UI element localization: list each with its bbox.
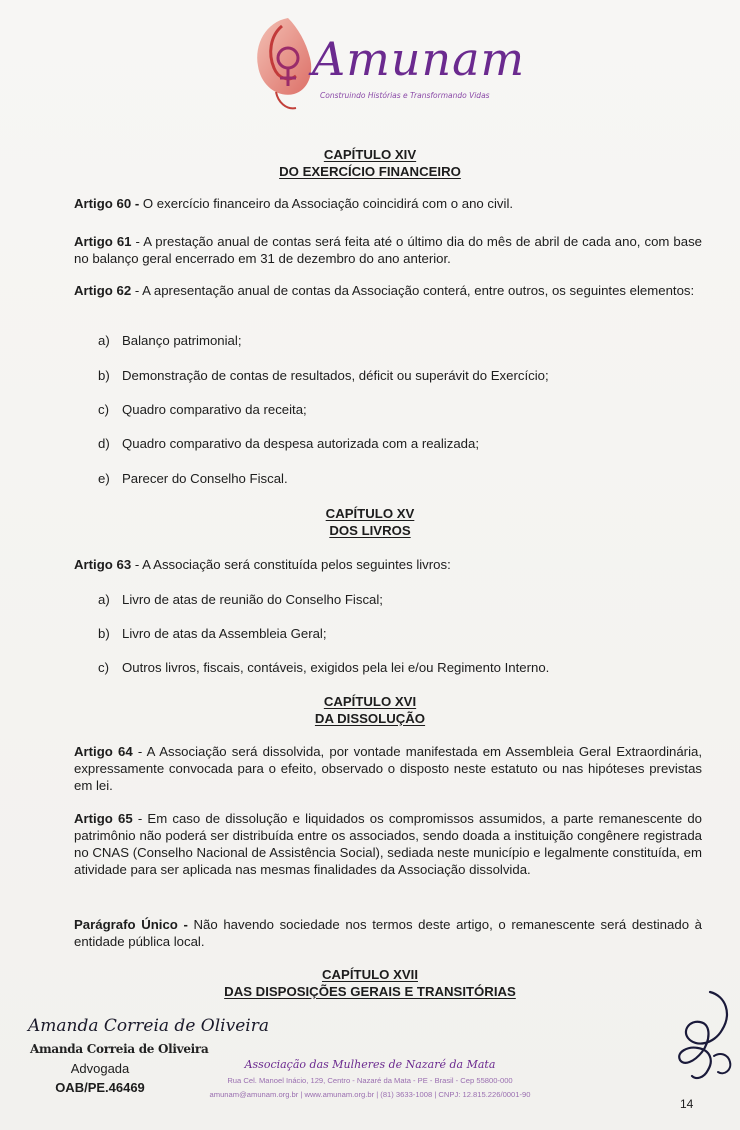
list-letter: a) (98, 592, 110, 607)
handwritten-signature: Amanda Correia de Oliveira (28, 1016, 269, 1036)
article-label: Artigo 65 (74, 811, 133, 826)
article-label: Artigo 61 (74, 234, 132, 249)
chapter-title: DOS LIVROS (329, 523, 411, 538)
chapter-heading-xv (0, 505, 740, 539)
amunam-emblem-icon (248, 14, 318, 114)
list-item (98, 659, 698, 676)
list-item (98, 401, 698, 418)
chapter-heading-xiv (0, 146, 740, 180)
page-number: 14 (680, 1097, 694, 1111)
chapter-number: CAPÍTULO XVI (323, 694, 417, 709)
chapter-heading-xvi (0, 693, 740, 727)
list-item (98, 625, 698, 642)
article-label: Artigo 60 - (74, 196, 140, 211)
list-item (98, 591, 698, 608)
article-text: O exercício financeiro da Associação coincidirá com o ano civil. (139, 196, 514, 211)
article-text: - A prestação anual de contas será feita até o último dia do mês de abril de cada ano, com base no balanço geral encerrado em 31 de dezembro do ano anterior. (74, 234, 702, 266)
list-text: Quadro comparativo da receita; (122, 402, 307, 417)
article-61 (74, 233, 702, 267)
list-text: Demonstração de contas de resultados, déficit ou superávit do Exercício; (122, 368, 549, 383)
article-text: - A apresentação anual de contas da Associação conterá, entre outros, os seguintes elementos: (131, 283, 695, 298)
chapter-number: CAPÍTULO XIV (323, 147, 417, 162)
list-letter: d) (98, 436, 110, 451)
list-letter: a) (98, 333, 110, 348)
article-label: Parágrafo Único - (74, 917, 188, 932)
article-label: Artigo 64 (74, 744, 133, 759)
logo-wordmark: Amunam (312, 32, 526, 86)
list-item (98, 470, 698, 487)
footer-address: Rua Cel. Manoel Inácio, 129, Centro - Nazaré da Mata - PE - Brasil - Cep 55800-000 (227, 1076, 513, 1085)
article-text: Não havendo sociedade nos termos deste artigo, o remanescente será destinado à entidade pública local. (74, 917, 702, 949)
article-62 (74, 282, 702, 299)
stamp-name: Amanda Correia de Oliveira (30, 1042, 209, 1056)
list-letter: b) (98, 626, 110, 641)
article-65 (74, 810, 702, 878)
article-label: Artigo 63 (74, 557, 132, 572)
list-letter: c) (98, 660, 109, 675)
footer-contacts: amunam@amunam.org.br | www.amunam.org.br | (81) 3633-1008 | CNPJ: 12.815.226/0001-90 (209, 1090, 531, 1099)
amunam-logo (248, 14, 526, 114)
chapter-title: DA DISSOLUÇÃO (314, 711, 426, 726)
list-item (98, 367, 698, 384)
chapter-title: DAS DISPOSIÇÕES GERAIS E TRANSITÓRIAS (224, 984, 516, 999)
lawyer-role: Advogada (70, 1061, 130, 1076)
chapter-number: CAPÍTULO XVII (322, 967, 418, 982)
list-letter: b) (98, 368, 110, 383)
list-text: Balanço patrimonial; (122, 333, 242, 348)
list-text: Outros livros, fiscais, contáveis, exigidos pela lei e/ou Regimento Interno. (122, 660, 550, 675)
list-item (98, 332, 698, 349)
list-text: Parecer do Conselho Fiscal. (122, 471, 288, 486)
list-item (98, 435, 698, 452)
article-60 (74, 195, 702, 212)
lawyer-stamp (0, 1060, 200, 1096)
rubric-signature-icon (666, 986, 740, 1090)
logo-tagline: Construindo Histórias e Transformando Vidas (320, 91, 490, 100)
chapter-title: DO EXERCÍCIO FINANCEIRO (279, 164, 461, 179)
article-64 (74, 743, 702, 794)
article-text: - A Associação será constituída pelos seguintes livros: (131, 557, 451, 572)
list-text: Livro de atas da Assembleia Geral; (122, 626, 327, 641)
list-text: Livro de atas de reunião do Conselho Fiscal; (122, 592, 383, 607)
article-text: - Em caso de dissolução e liquidados os compromissos assumidos, a parte remanescente do patrimônio não poderá ser distribuída entre os associados, sendo doada a instituição congênere registrada no CNAS (Conselho Nacional de Assistência Social), sediada neste município e legalmente constituída, em atividade para ser aplicada nas mesmas finalidades da Associação dissolvida. (74, 811, 703, 877)
list-letter: e) (98, 471, 110, 486)
lawyer-oab: OAB/PE.46469 (55, 1080, 145, 1095)
article-text: - A Associação será dissolvida, por vontade manifestada em Assembleia Geral Extraordinária, expressamente convocada para o efeito, observado o disposto neste estatuto ou nas hipóteses previstas em lei. (74, 744, 702, 793)
footer-organization: Associação das Mulheres de Nazaré da Mata (244, 1058, 496, 1071)
list-text: Quadro comparativo da despesa autorizada com a realizada; (122, 436, 480, 451)
paragrafo-unico (74, 916, 702, 950)
article-63 (74, 556, 702, 573)
chapter-number: CAPÍTULO XV (325, 506, 415, 521)
article-label: Artigo 62 (74, 283, 132, 298)
chapter-heading-xvii (0, 966, 740, 1000)
list-letter: c) (98, 402, 109, 417)
